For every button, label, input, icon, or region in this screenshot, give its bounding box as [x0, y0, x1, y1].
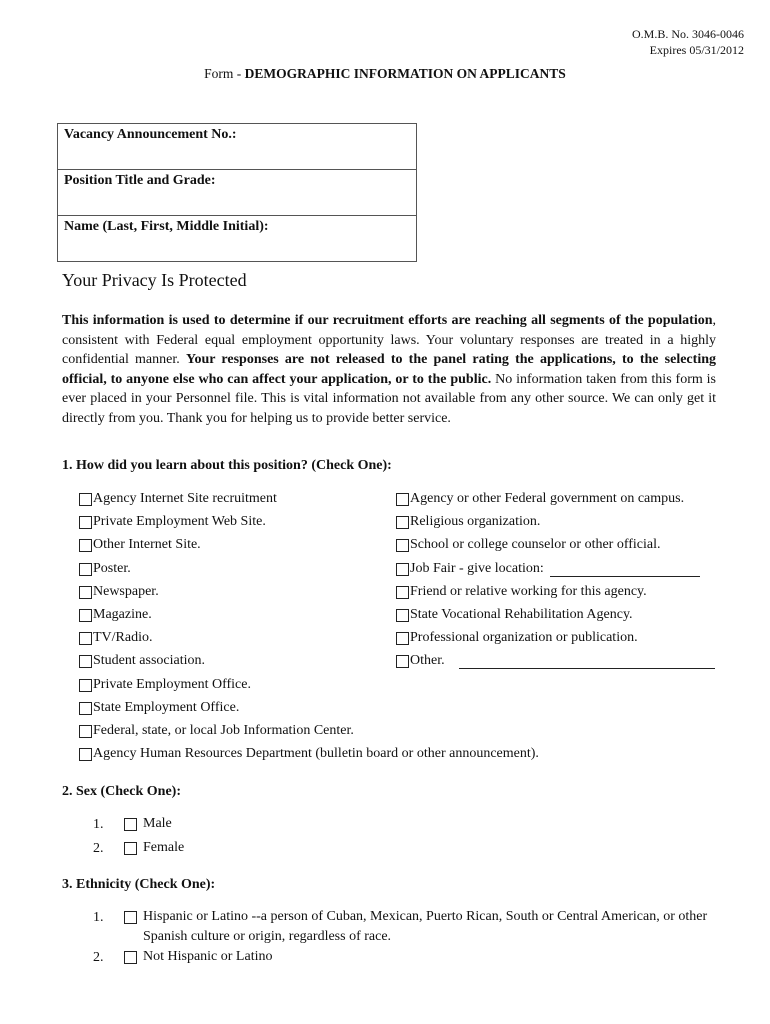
q1-option[interactable]: Religious organization.: [396, 514, 540, 530]
q1-option[interactable]: Poster.: [79, 561, 131, 577]
privacy-paragraph: [62, 311, 716, 428]
option-number: 1.: [93, 817, 104, 832]
q1-option[interactable]: Federal, state, or local Job Information Center.: [79, 723, 354, 739]
job-fair-location-line[interactable]: [550, 562, 700, 577]
privacy-bold-1: This information is used to determine if our recruitment efforts are reaching all segments of the population: [62, 313, 713, 328]
ethnicity-option-not-hispanic[interactable]: Not Hispanic or Latino: [124, 947, 272, 967]
option-number: 2.: [93, 841, 104, 856]
checkbox[interactable]: [396, 493, 409, 506]
checkbox[interactable]: [79, 609, 92, 622]
q1-option[interactable]: Student association.: [79, 653, 205, 669]
question-1: 1. How did you learn about this position? (Check One):: [62, 458, 392, 473]
checkbox[interactable]: [79, 563, 92, 576]
sex-option-male[interactable]: Male: [124, 814, 172, 834]
checkbox[interactable]: [124, 818, 137, 831]
form-title: [0, 66, 770, 82]
q1-option[interactable]: State Employment Office.: [79, 700, 239, 716]
q1-option[interactable]: Newspaper.: [79, 584, 159, 600]
checkbox[interactable]: [396, 655, 409, 668]
checkbox[interactable]: [396, 563, 409, 576]
form-title-text: DEMOGRAPHIC INFORMATION ON APPLICANTS: [244, 66, 566, 81]
checkbox[interactable]: [79, 655, 92, 668]
omb-number: O.M.B. No. 3046-0046: [631, 27, 744, 41]
name-field[interactable]: Name (Last, First, Middle Initial):: [64, 219, 269, 234]
checkbox[interactable]: [396, 632, 409, 645]
checkbox[interactable]: [124, 911, 137, 924]
checkbox[interactable]: [79, 702, 92, 715]
privacy-bold-2: Your responses are not released to the panel rating the applications, to the selecting official, to anyone else who can affect your application, or to the public.: [62, 352, 716, 387]
q1-option[interactable]: Friend or relative working for this agency.: [396, 584, 647, 600]
checkbox[interactable]: [79, 679, 92, 692]
question-2: 2. Sex (Check One):: [62, 784, 181, 799]
checkbox[interactable]: [79, 493, 92, 506]
checkbox[interactable]: [396, 516, 409, 529]
checkbox[interactable]: [79, 539, 92, 552]
checkbox[interactable]: [79, 516, 92, 529]
q1-option[interactable]: School or college counselor or other official.: [396, 537, 661, 553]
q1-option[interactable]: Private Employment Office.: [79, 677, 251, 693]
q1-option[interactable]: State Vocational Rehabilitation Agency.: [396, 607, 633, 623]
option-number: 1.: [93, 910, 104, 925]
position-field[interactable]: Position Title and Grade:: [58, 170, 416, 216]
option-number: 2.: [93, 950, 104, 965]
checkbox[interactable]: [79, 586, 92, 599]
checkbox[interactable]: [79, 748, 92, 761]
other-specify-line[interactable]: [459, 654, 715, 669]
applicant-id-box: [57, 123, 417, 262]
question-3: 3. Ethnicity (Check One):: [62, 877, 216, 892]
privacy-text-2: No information taken from this form is ever placed in your Personnel file. This is vital information not available from any other source. We can only get it directly from you. Thank you for helping us to provide better service.: [62, 371, 716, 426]
checkbox[interactable]: [396, 539, 409, 552]
sex-option-female[interactable]: Female: [124, 838, 184, 858]
q1-option[interactable]: TV/Radio.: [79, 630, 153, 646]
q1-option[interactable]: Agency Internet Site recruitment: [79, 491, 277, 507]
q1-option[interactable]: Agency or other Federal government on campus.: [396, 491, 684, 507]
q1-option[interactable]: Professional organization or publication.: [396, 630, 638, 646]
checkbox[interactable]: [79, 725, 92, 738]
checkbox[interactable]: [396, 586, 409, 599]
checkbox[interactable]: [79, 632, 92, 645]
checkbox[interactable]: [396, 609, 409, 622]
expiration-date: Expires 05/31/2012: [649, 43, 744, 57]
privacy-text-1: , consistent with Federal equal employment opportunity laws. Your voluntary responses are treated in a highly confidential manner.: [62, 313, 716, 367]
checkbox[interactable]: [124, 842, 137, 855]
vacancy-field[interactable]: Vacancy Announcement No.:: [58, 124, 416, 170]
checkbox[interactable]: [124, 951, 137, 964]
q1-option[interactable]: Private Employment Web Site.: [79, 514, 266, 530]
q1-option-other[interactable]: Other.: [396, 653, 715, 669]
omb-block: [632, 26, 744, 58]
q1-option[interactable]: Other Internet Site.: [79, 537, 201, 553]
privacy-heading: Your Privacy Is Protected: [62, 270, 247, 290]
form-prefix: Form -: [204, 66, 245, 81]
q1-option[interactable]: Magazine.: [79, 607, 152, 623]
ethnicity-option-hispanic[interactable]: Hispanic or Latino --a person of Cuban, Mexican, Puerto Rican, South or Central American, or other Spanish culture or origin, regardless of race.: [124, 907, 724, 947]
q1-option[interactable]: Agency Human Resources Department (bulletin board or other announcement).: [79, 746, 539, 762]
q1-option-job-fair[interactable]: Job Fair - give location:: [396, 561, 700, 577]
